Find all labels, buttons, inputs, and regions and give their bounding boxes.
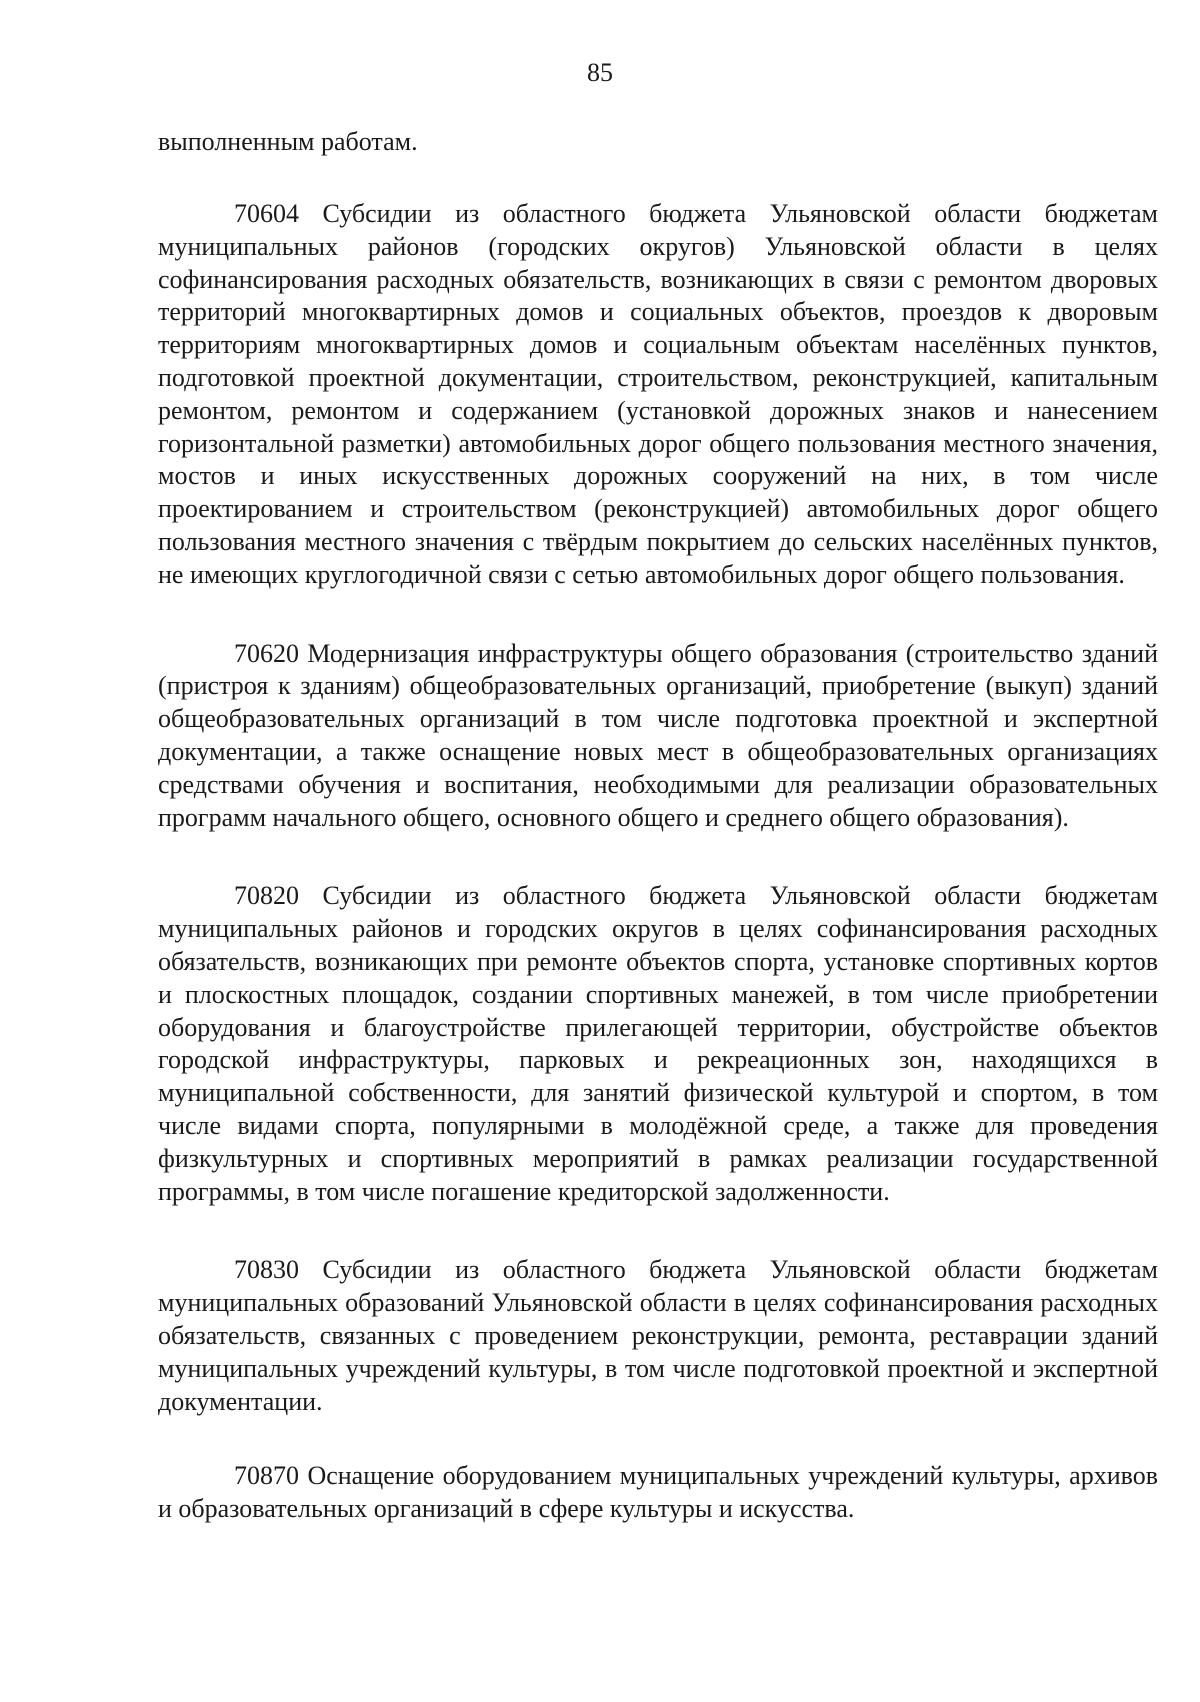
continuation-text: выполненным работам. (158, 127, 418, 156)
paragraph-70820: 70820 Субсидии из областного бюджета Ульяновской области бюджетам муниципальных районов и городских округов в целях софинансирования расходных обязательств, возникающих при ремонте объектов спорта, установке спортивных кортов и плоскостных площадок, создании спортивных манежей, в том числе приобретении оборудования и благоустройстве прилегающей территории, обустройстве объектов городской инфраструктуры, парковых и рекреационных зон, находящихся в муниципальной собственности, для занятий физической культурой и спортом, в том числе видами спорта, популярными в молодёжной среде, а также для проведения физкультурных и спортивных мероприятий в рамках реализации государственной программы, в том числе погашение кредиторской задолженности. (158, 881, 1158, 1206)
paragraph-70870: 70870 Оснащение оборудованием муниципальных учреждений культуры, архивов и образовательных организаций в сфере культуры и искусства. (158, 1461, 1158, 1524)
document-body (158, 125, 1158, 1526)
page-number: 85 (587, 58, 613, 87)
paragraph-70830: 70830 Субсидии из областного бюджета Ульяновской области бюджетам муниципальных образований Ульяновской области в целях софинансирования расходных обязательств, связанных с проведением реконструкции, ремонта, реставрации зданий муниципальных учреждений культуры, в том числе подготовкой проектной и экспертной документации. (158, 1255, 1158, 1416)
paragraph-70620: 70620 Модернизация инфраструктуры общего образования (строительство зданий (пристроя к зданиям) общеобразовательных организаций, приобретение (выкуп) зданий общеобразовательных организаций в том числе подготовка проектной и экспертной документации, а также оснащение новых мест в общеобразовательных организациях средствами обучения и воспитания, необходимыми для реализации образовательных программ начального общего, основного общего и среднего общего образования). (158, 638, 1158, 832)
paragraph-70604: 70604 Субсидии из областного бюджета Ульяновской области бюджетам муниципальных районов (городских округов) Ульяновской области в целях софинансирования расходных обязательств, возникающих в связи с ремонтом дворовых территорий многоквартирных домов и социальных объектов, проездов к дворовым территориям многоквартирных домов и социальным объектам населённых пунктов, подготовкой проектной документации, строительством, реконструкцией, капитальным ремонтом, ремонтом и содержанием (установкой дорожных знаков и нанесением горизонтальной разметки) автомобильных дорог общего пользования местного значения, мостов и иных искусственных дорожных сооружений на них, в том числе проектированием и строительством (реконструкцией) автомобильных дорог общего пользования местного значения с твёрдым покрытием до сельских населённых пунктов, не имеющих круглогодичной связи с сетью автомобильных дорог общего пользования. (158, 199, 1158, 589)
